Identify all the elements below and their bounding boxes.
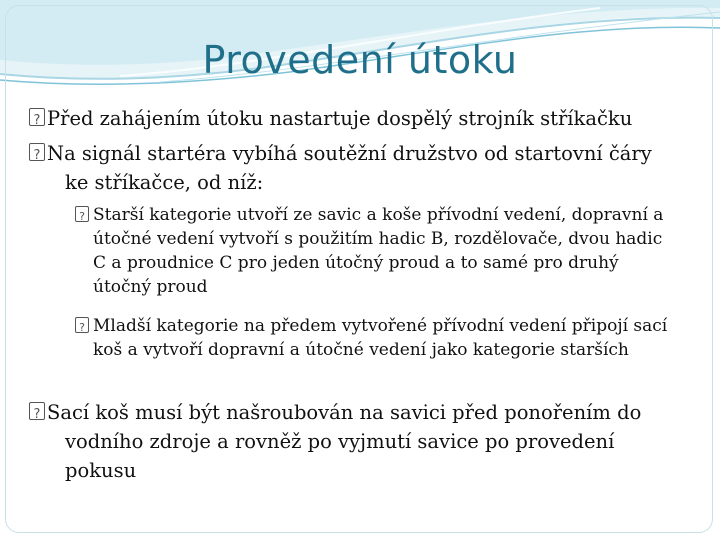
sub-bullet-item bbox=[93, 314, 668, 362]
bullet-icon bbox=[29, 143, 45, 161]
bullet-icon bbox=[75, 317, 89, 333]
sub-bullet-item bbox=[93, 203, 668, 299]
title-band bbox=[0, 0, 720, 92]
bullet-text: Sací koš musí být našroubován na savici před ponořením do vodního zdroje a rovněž po vyjmutí savice po provedení pokusu bbox=[47, 401, 642, 482]
bullet-text: Na signál startéra vybíhá soutěžní družstvo od startovní čáry ke stříkačce, od níž: bbox=[47, 142, 652, 194]
sub-bullet-text: Mladší kategorie na předem vytvořené přívodní vedení připojí sací koš a vytvoří dopravní a útočné vedení jako kategorie starších bbox=[93, 316, 668, 360]
bullet-item bbox=[47, 104, 697, 133]
bullet-item bbox=[47, 139, 667, 197]
bullet-text: Před zahájením útoku nastartuje dospělý strojník stříkačku bbox=[47, 107, 633, 130]
bullet-icon bbox=[29, 402, 45, 420]
bullet-item bbox=[47, 398, 675, 485]
bullet-icon bbox=[75, 206, 89, 222]
sub-bullet-text: Starší kategorie utvoří ze savic a koše přívodní vedení, dopravní a útočné vedení vytvoří s použitím hadic B, rozdělovače, dvou hadic C a proudnice C pro jeden útočný proud a to samé pro druhý útočný proud bbox=[93, 205, 664, 297]
slide-title: Provedení útoku bbox=[202, 38, 518, 82]
bullet-icon bbox=[29, 108, 45, 126]
